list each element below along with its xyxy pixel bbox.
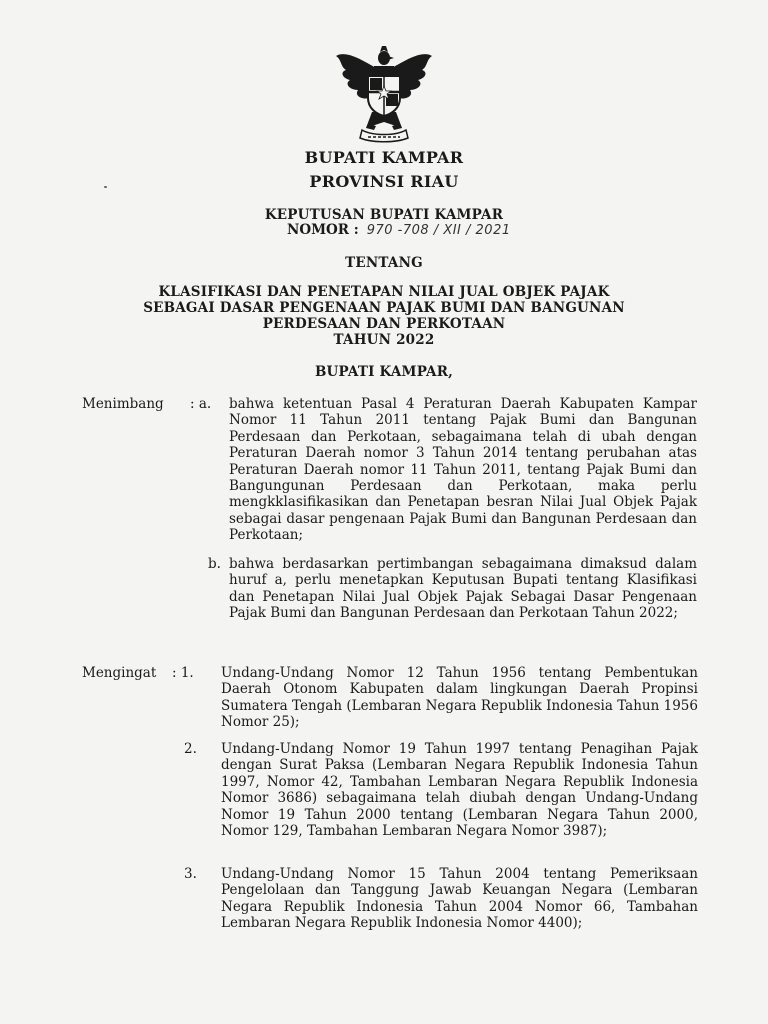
nomor-label: NOMOR : [287,222,359,238]
mengingat-marker-3: 3. [184,866,197,882]
tentang-heading: TENTANG [345,255,423,271]
decree-title: KEPUTUSAN BUPATI KAMPAR [264,207,504,223]
mengingat-marker-2: 2. [184,741,197,757]
menimbang-item-a: bahwa ketentuan Pasal 4 Peraturan Daerah Kabupaten Kampar Nomor 11 Tahun 2011 tentang Pajak Bumi dan Bangunan Perdesaan dan Perkotaan, sebagaimana telah di ubah dengan Peraturan Daerah nomor 3 Tahun 2014 tentang perubahan atas Peraturan Daerah nomor 11 Tahun 2011, tentang Pajak Bumi dan Bangungunan Perdesaan dan Perkotaan, maka perlu mengkklasifikasikan dan Penetapan besran Nilai Jual Objek Pajak sebagai dasar pengenaan Pajak Bumi dan Bangunan Perdesaan dan Perkotaan; [229,396,697,544]
header-bupati: BUPATI KAMPAR [304,148,464,167]
mengingat-item-1: Undang-Undang Nomor 12 Tahun 1956 tentang Pembentukan Daerah Otonom Kabupaten dalam lingkungan Daerah Propinsi Sumatera Tengah (Lembaran Negara Republik Indonesia Tahun 1956 Nomor 25); [221,665,698,731]
subject-line-1: KLASIFIKASI DAN PENETAPAN NILAI JUAL OBJEK PAJAK [158,284,610,300]
mengingat-item-3: Undang-Undang Nomor 15 Tahun 2004 tentang Pemeriksaan Pengelolaan dan Tanggung Jawab Keuangan Negara (Lembaran Negara Republik Indonesia Tahun 2004 Nomor 66, Tambahan Lembaran Negara Republik Indonesia Nomor 4400); [221,866,698,932]
decree-number-row [287,222,511,238]
bupati-heading: BUPATI KAMPAR, [314,364,454,380]
menimbang-label: Menimbang [82,396,164,412]
mengingat-marker-1: : 1. [172,665,194,681]
menimbang-item-b: bahwa berdasarkan pertimbangan sebagaimana dimaksud dalam huruf a, perlu menetapkan Keputusan Bupati tentang Klasifikasi dan Penetapan Nilai Jual Objek Pajak Sebagai Dasar Pengenaan Pajak Bumi dan Bangunan Perdesaan dan Perkotaan Tahun 2022; [229,556,697,622]
header-provinsi: PROVINSI RIAU [309,172,459,191]
mengingat-item-2: Undang-Undang Nomor 19 Tahun 1997 tentang Penagihan Pajak dengan Surat Paksa (Lembaran Negara Republik Indonesia Tahun 1997, Nomor 42, Tambahan Lembaran Negara Republik Indonesia Nomor 3686) sebagaimana telah diubah dengan Undang-Undang Nomor 19 Tahun 2000 tentang (Lembaran Negara Tahun 2000, Nomor 129, Tambahan Lembaran Negara Nomor 3987); [221,741,698,840]
menimbang-marker-a: : a. [190,396,212,412]
subject-line-3: PERDESAAN DAN PERKOTAAN [262,316,506,332]
handwritten-number: 970 -708 / XII / 2021 [366,223,511,238]
menimbang-marker-b: b. [208,556,221,572]
mengingat-label: Mengingat [82,665,157,681]
subject-line-4: TAHUN 2022 [333,332,435,348]
subject-line-2: SEBAGAI DASAR PENGENAAN PAJAK BUMI DAN BANGUNAN [143,300,625,316]
garuda-emblem-icon [332,42,436,144]
